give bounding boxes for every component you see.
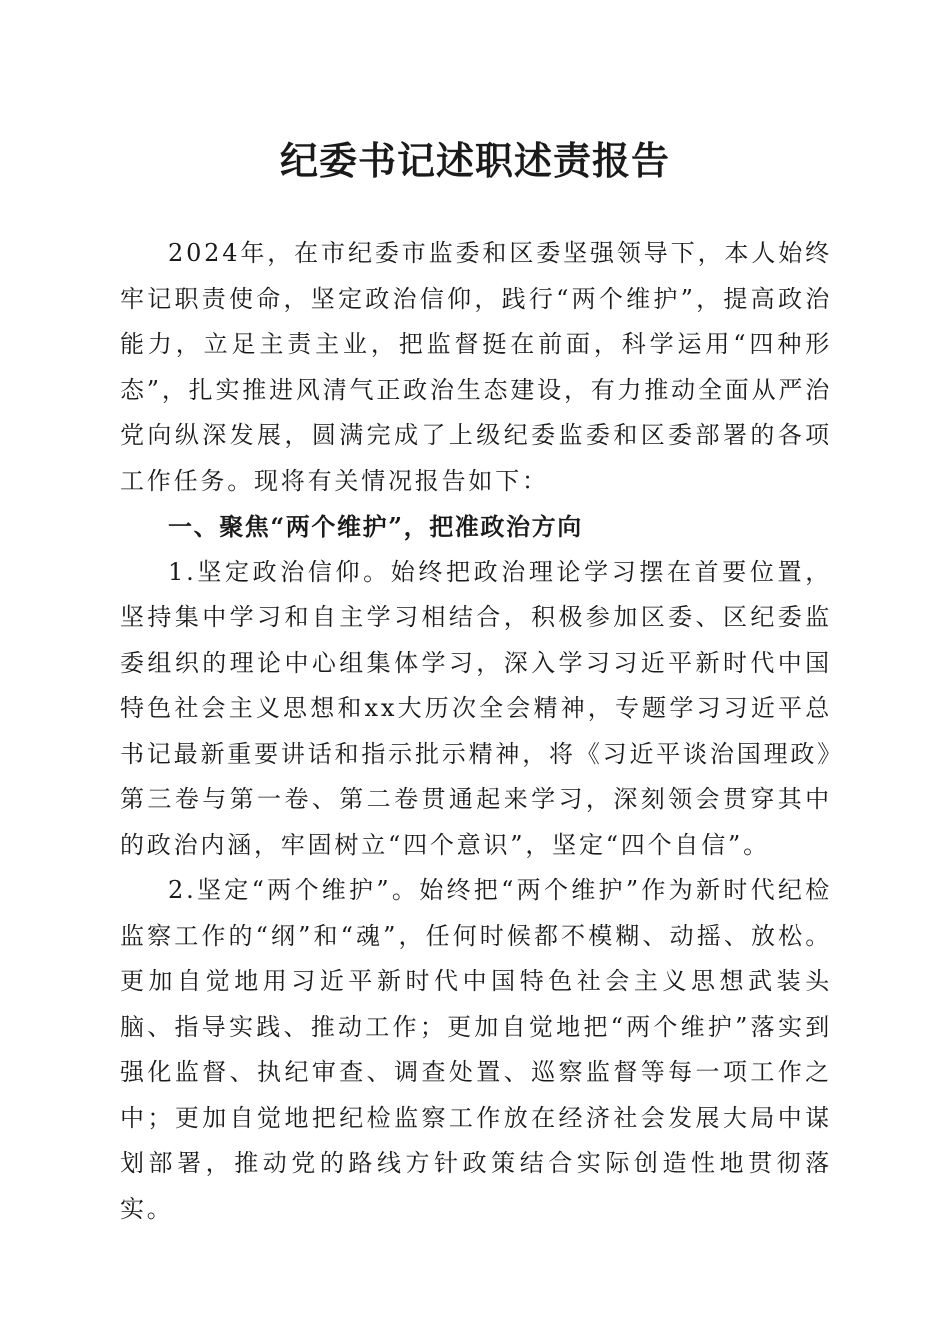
section-heading: 一、聚焦“两个维护”，把准政治方向 — [168, 512, 583, 541]
section-item-1: 1.坚定政治信仰。始终把政治理论学习摆在首要位置，坚持集中学习和自主学习相结合，积极参加区委、区纪委监委组织的理论中心组集体学习，深入学习习近平新时代中国特色社会主义思想和xx大历次全会精神，专题学习习近平总书记最新重要讲话和指示批示精神，将《习近平谈治国理政》第三卷与第一卷、第二卷贯通起来学习，深刻领会贯穿其中的政治内涵，牢固树立“四个意识”，坚定“四个自信”。 — [120, 557, 832, 859]
document-body — [120, 231, 832, 1232]
intro-paragraph: 2024年，在市纪委市监委和区委坚强领导下，本人始终牢记职责使命，坚定政治信仰，践行“两个维护”，提高政治能力，立足主责主业，把监督挺在前面，科学运用“四种形态”，扎实推进风清气正政治生态建设，有力推动全面从严治党向纵深发展，圆满完成了上级纪委监委和区委部署的各项工作任务。现将有关情况报告如下： — [120, 239, 832, 495]
section-item-2: 2.坚定“两个维护”。始终把“两个维护”作为新时代纪检监察工作的“纲”和“魂”，任何时候都不模糊、动摇、放松。更加自觉地用习近平新时代中国特色社会主义思想武装头脑、指导实践、推动工作；更加自觉地把“两个维护”落实到强化监督、执纪审查、调查处置、巡察监督等每一项工作之中；更加自觉地把纪检监察工作放在经济社会发展大局中谋划部署，推动党的路线方针政策结合实际创造性地贯彻落实。 — [120, 876, 832, 1223]
document-title: 纪委书记述职述责报告 — [279, 138, 670, 183]
